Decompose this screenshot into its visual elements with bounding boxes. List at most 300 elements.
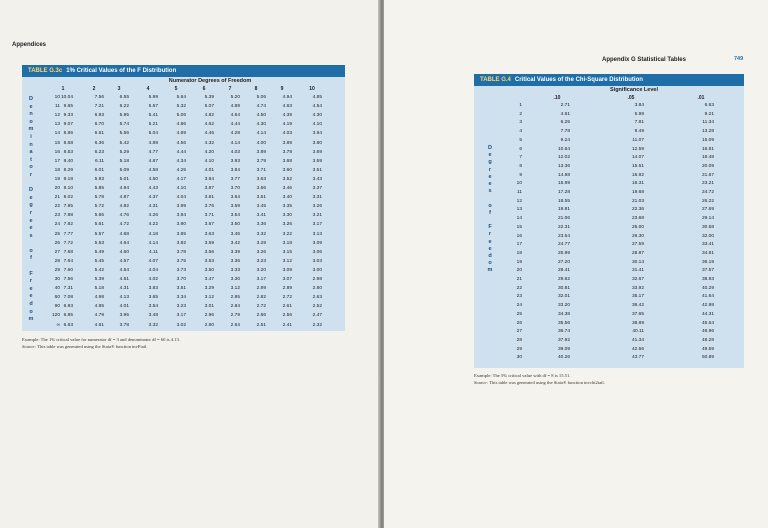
table-cell: 3.93 <box>230 158 240 164</box>
f-table-subheader: Numerator Degrees of Freedom <box>168 78 252 84</box>
table-cell: 4.34 <box>176 158 186 164</box>
axis-label-letter: D <box>29 96 33 102</box>
column-header: .05 <box>627 95 635 101</box>
table-cell: 49.59 <box>701 346 714 352</box>
table-cell: 8.10 <box>63 186 73 191</box>
row-df-label: 24 <box>516 303 522 309</box>
table-cell: 46.96 <box>701 329 714 335</box>
row-df-label: 26 <box>516 320 522 326</box>
table-cell: 5.99 <box>634 111 644 117</box>
row-df-label: 40 <box>54 286 60 292</box>
column-header: 3 <box>117 86 121 92</box>
table-cell: 5.49 <box>94 249 104 255</box>
table-cell: 4.14 <box>148 240 158 246</box>
table-cell: 29.62 <box>557 277 570 282</box>
row-df-label: 30 <box>54 277 60 282</box>
table-cell: 3.30 <box>230 277 240 282</box>
row-df-label: 1 <box>519 103 522 108</box>
row-df-label: 30 <box>516 355 522 361</box>
table-cell: 4.72 <box>119 222 129 228</box>
table-cell: 4.26 <box>148 213 158 219</box>
table-cell: 4.04 <box>148 267 158 273</box>
row-df-label: 17 <box>516 242 522 248</box>
row-df-label: 25 <box>54 231 60 237</box>
table-cell: 16.92 <box>631 172 644 178</box>
table-cell: 38.89 <box>631 320 644 326</box>
axis-label-letter: D <box>488 145 492 151</box>
table-cell: 4.94 <box>119 186 129 191</box>
table-cell: 15.09 <box>701 137 714 143</box>
table-cell: 3.20 <box>256 267 266 273</box>
column-header: 6 <box>202 86 206 92</box>
axis-label-letter: g <box>488 159 492 166</box>
table-cell: 24.72 <box>701 190 714 195</box>
table-g4-title <box>474 74 744 86</box>
f-row-axis-label <box>27 96 35 324</box>
row-df-label: 23 <box>516 294 522 300</box>
row-df-label: 60 <box>54 295 60 301</box>
table-cell: 4.03 <box>282 131 292 137</box>
row-df-label: 17 <box>54 158 60 164</box>
table-cell: 4.44 <box>176 149 186 155</box>
table-cell: 3.39 <box>230 249 240 255</box>
row-df-label: 5 <box>519 137 522 143</box>
table-cell: 27.59 <box>631 242 644 248</box>
table-cell: 39.09 <box>557 346 570 352</box>
table-cell: 3.48 <box>148 313 158 319</box>
table-cell: 4.82 <box>119 204 129 210</box>
table-cell: 5.20 <box>230 95 240 100</box>
table-cell: 4.51 <box>119 277 129 282</box>
table-cell: 3.36 <box>230 258 240 264</box>
table-cell: 8.18 <box>63 176 73 182</box>
table-cell: 4.74 <box>256 104 266 110</box>
row-df-label: 9 <box>519 172 522 178</box>
table-cell: 7.31 <box>63 286 73 292</box>
table-cell: 3.30 <box>282 213 292 219</box>
table-cell: 25.00 <box>631 224 644 230</box>
table-cell: 42.56 <box>631 346 644 352</box>
table-cell: 5.93 <box>94 176 104 182</box>
table-cell: 4.61 <box>560 111 570 117</box>
table-cell: 18.48 <box>701 155 714 161</box>
table-cell: 22.31 <box>557 224 570 230</box>
table-cell: 8.53 <box>63 149 73 155</box>
table-cell: 6.63 <box>63 322 73 328</box>
table-cell: 3.09 <box>282 267 292 273</box>
table-cell: 4.18 <box>148 231 158 237</box>
row-df-label: 10 <box>516 181 522 187</box>
table-cell: 5.18 <box>119 158 129 164</box>
table-cell: 4.37 <box>148 195 158 201</box>
table-cell: 32.67 <box>631 277 644 282</box>
table-cell: 3.41 <box>256 213 266 219</box>
row-df-label: 28 <box>54 258 60 264</box>
source-text: This table was generated using the Stata® function invchi2tail. <box>489 380 605 385</box>
table-cell: 4.54 <box>312 104 322 110</box>
table-cell: 3.17 <box>312 222 322 228</box>
table-cell: 50.89 <box>701 355 714 361</box>
row-df-label: 29 <box>54 267 60 273</box>
row-df-label: 14 <box>54 131 60 137</box>
row-df-label: 15 <box>516 224 522 230</box>
row-df-label: 11 <box>55 104 60 110</box>
table-cell: 3.75 <box>176 258 186 264</box>
row-df-label: 10 <box>54 95 60 100</box>
table-cell: 4.04 <box>176 195 186 201</box>
table-cell: 7.81 <box>634 120 644 126</box>
row-df-label: 90 <box>54 304 60 310</box>
table-cell: 37.92 <box>557 337 570 343</box>
table-cell: 3.63 <box>204 231 214 237</box>
table-cell: 2.66 <box>256 313 266 319</box>
row-df-label: ∞ <box>56 322 60 328</box>
table-cell: 4.25 <box>176 167 186 173</box>
table-cell: 3.89 <box>282 140 292 146</box>
axis-label-letter: e <box>488 245 492 252</box>
table-cell: 9.21 <box>704 111 714 117</box>
table-cell: 3.42 <box>230 240 240 246</box>
column-header: .10 <box>553 95 561 101</box>
table-cell: 3.29 <box>256 240 266 246</box>
table-cell: 36.19 <box>701 259 714 265</box>
table-cell: 3.73 <box>176 267 186 273</box>
table-cell: 3.00 <box>312 267 322 273</box>
table-cell: 9.65 <box>63 104 73 110</box>
table-cell: 3.34 <box>176 295 186 301</box>
table-cell: 3.26 <box>312 204 322 210</box>
table-cell: 4.54 <box>119 267 129 273</box>
table-cell: 5.56 <box>119 131 129 137</box>
table-cell: 3.95 <box>119 313 129 319</box>
table-cell: 4.57 <box>119 258 129 264</box>
table-cell: 7.68 <box>63 249 73 255</box>
table-cell: 14.68 <box>557 172 570 178</box>
table-cell: 35.56 <box>557 320 570 326</box>
table-cell: 42.98 <box>701 303 714 309</box>
table-cell: 3.84 <box>634 103 644 108</box>
table-cell: 5.45 <box>94 258 104 264</box>
table-cell: 4.39 <box>282 113 292 119</box>
table-cell: 4.02 <box>148 277 158 282</box>
table-cell: 9.07 <box>63 122 73 128</box>
table-cell: 3.01 <box>204 304 214 310</box>
source-text: This table was generated using the Stata® function invFtail. <box>37 344 148 349</box>
table-cell: 12.02 <box>557 155 570 161</box>
column-header: 1 <box>61 86 65 92</box>
table-cell: 5.66 <box>94 213 104 219</box>
row-df-label: 21 <box>54 195 60 201</box>
table-cell: 3.36 <box>256 222 266 228</box>
axis-label-letter <box>27 180 35 188</box>
table-cell: 3.90 <box>176 222 186 228</box>
table-cell: 7.21 <box>94 104 104 110</box>
table-cell: 8.02 <box>63 195 73 201</box>
table-cell: 4.01 <box>119 304 129 310</box>
axis-label-letter: F <box>488 224 492 231</box>
table-cell: 5.85 <box>94 186 104 191</box>
row-df-label: 26 <box>54 240 60 246</box>
table-cell: 4.50 <box>148 176 158 182</box>
table-cell: 3.69 <box>312 149 322 155</box>
axis-label-letter: D <box>29 187 33 194</box>
table-cell: 2.80 <box>312 286 322 292</box>
f-example-note: Example: The 1% critical value for numerator df = 3 and denominator df = 60 is 4.13. <box>22 337 180 342</box>
table-cell: 3.71 <box>204 213 214 219</box>
table-cell: 5.39 <box>204 95 214 100</box>
table-cell: 3.51 <box>256 195 266 201</box>
table-cell: 4.56 <box>176 140 186 146</box>
source-label: Source: <box>474 380 489 385</box>
axis-label-letter: r <box>29 278 33 285</box>
table-g3c-title <box>22 65 345 77</box>
table-cell: 9.49 <box>634 129 644 135</box>
table-cell: 3.51 <box>312 167 322 173</box>
table-cell: 5.57 <box>94 231 104 237</box>
table-cell: 3.47 <box>204 277 214 282</box>
table-cell: 3.12 <box>204 295 214 301</box>
table-cell: 7.78 <box>560 129 570 135</box>
table-cell: 4.77 <box>148 149 158 155</box>
table-cell: 3.85 <box>176 231 186 237</box>
table-cell: 5.72 <box>94 204 104 210</box>
table-cell: 3.40 <box>282 195 292 201</box>
table-cell: 4.94 <box>282 95 292 100</box>
table-cell: 3.99 <box>176 204 186 210</box>
table-title: Critical Values of the Chi-Square Distribution <box>514 77 643 83</box>
table-cell: 3.59 <box>312 158 322 164</box>
table-cell: 5.01 <box>119 176 129 182</box>
table-cell: 6.36 <box>94 140 104 146</box>
axis-label-letter: F <box>29 270 33 277</box>
table-cell: 5.04 <box>148 131 158 137</box>
table-cell: 3.26 <box>256 249 266 255</box>
table-cell: 31.41 <box>631 268 644 274</box>
axis-label-letter: r <box>29 171 33 178</box>
table-cell: 3.52 <box>282 176 292 182</box>
table-cell: 22.36 <box>631 207 644 213</box>
axis-label-letter: o <box>29 164 33 171</box>
axis-label-letter: m <box>28 126 34 133</box>
table-title: 1% Critical Values of the F Distribution <box>66 68 177 74</box>
table-cell: 3.78 <box>282 149 292 155</box>
table-cell: 9.33 <box>63 113 73 119</box>
table-cell: 3.71 <box>256 167 266 173</box>
table-cell: 4.03 <box>230 149 240 155</box>
row-df-label: 22 <box>54 204 60 210</box>
axis-label-letter <box>486 195 494 202</box>
axis-label-letter: m <box>487 267 493 274</box>
axis-label-letter <box>27 263 35 271</box>
page-number: 749 <box>734 56 744 62</box>
column-header: 9 <box>280 86 284 92</box>
table-cell: 3.50 <box>230 222 240 228</box>
table-cell: 3.31 <box>312 195 322 201</box>
table-cell: 28.87 <box>631 250 644 256</box>
table-cell: 6.51 <box>94 131 104 137</box>
table-cell: 7.82 <box>63 222 73 228</box>
table-cell: 6.63 <box>704 103 714 108</box>
table-cell: 4.64 <box>119 240 129 246</box>
table-cell: 4.85 <box>312 95 322 100</box>
table-cell: 13.28 <box>701 129 714 135</box>
table-cell: 3.51 <box>176 286 186 292</box>
table-cell: 4.20 <box>204 149 214 155</box>
table-cell: 2.47 <box>312 313 322 319</box>
table-cell: 2.41 <box>282 322 292 328</box>
table-cell: 5.99 <box>148 95 158 100</box>
table-cell: 5.78 <box>94 195 104 201</box>
row-df-label: 20 <box>516 268 522 274</box>
table-cell: 2.56 <box>282 313 292 319</box>
axis-label-letter: e <box>29 103 33 110</box>
axis-label-letter: f <box>30 255 32 262</box>
table-cell: 3.54 <box>230 213 240 219</box>
table-cell: 3.32 <box>256 231 266 237</box>
table-cell: 3.29 <box>204 286 214 292</box>
table-cell: 3.06 <box>312 249 322 255</box>
table-cell: 3.65 <box>148 295 158 301</box>
axis-label-letter: n <box>29 141 33 148</box>
row-df-label: 21 <box>516 277 522 282</box>
table-cell: 3.46 <box>230 231 240 237</box>
table-cell: 4.17 <box>176 176 186 182</box>
table-cell: 4.79 <box>94 313 104 319</box>
table-cell: 15.99 <box>557 181 570 187</box>
table-cell: 3.32 <box>148 322 158 328</box>
axis-label-letter <box>27 240 35 248</box>
table-cell: 6.85 <box>63 313 73 319</box>
table-cell: 44.31 <box>701 311 714 317</box>
column-header: 4 <box>146 86 150 92</box>
table-cell: 30.58 <box>701 224 714 230</box>
table-cell: 8.86 <box>63 131 73 137</box>
table-cell: 3.83 <box>148 286 158 292</box>
table-cell: 48.28 <box>701 337 714 343</box>
row-df-label: 19 <box>516 259 522 265</box>
table-cell: 8.68 <box>63 140 73 146</box>
table-cell: 3.22 <box>282 231 292 237</box>
table-cell: 3.09 <box>312 240 322 246</box>
table-cell: 32.00 <box>701 233 714 239</box>
row-df-label: 4 <box>519 129 522 135</box>
table-cell: 5.64 <box>176 95 186 100</box>
table-cell: 3.84 <box>230 167 240 173</box>
axis-label-letter: e <box>29 293 33 300</box>
table-cell: 35.17 <box>631 294 644 300</box>
table-cell: 21.67 <box>701 172 714 178</box>
table-cell: 2.84 <box>230 304 240 310</box>
table-cell: 3.56 <box>204 249 214 255</box>
axis-label-letter: e <box>29 217 33 224</box>
table-cell: 2.96 <box>204 313 214 319</box>
table-cell: 11.34 <box>702 120 714 126</box>
table-cell: 43.77 <box>631 355 644 361</box>
table-cell: 4.50 <box>256 113 266 119</box>
table-cell: 40.29 <box>701 285 714 291</box>
table-cell: 23.68 <box>631 216 644 222</box>
table-cell: 26.30 <box>631 233 644 239</box>
table-cell: 3.23 <box>176 304 186 310</box>
table-cell: 7.56 <box>94 95 104 100</box>
table-cell: 5.42 <box>119 140 129 146</box>
table-cell: 3.15 <box>282 249 292 255</box>
table-cell: 28.41 <box>557 268 570 274</box>
table-cell: 4.00 <box>256 140 266 146</box>
row-df-label: 8 <box>519 163 522 169</box>
table-cell: 21.03 <box>631 198 644 204</box>
table-cell: 3.33 <box>230 267 240 273</box>
table-cell: 40.26 <box>557 355 570 361</box>
table-cell: 30.81 <box>557 285 570 291</box>
row-df-label: 15 <box>54 140 60 146</box>
row-df-label: 12 <box>54 113 60 119</box>
axis-label-letter: e <box>29 225 33 232</box>
table-cell: 3.17 <box>176 313 186 319</box>
table-cell: 3.94 <box>312 131 322 137</box>
table-cell: 4.13 <box>119 295 129 301</box>
table-cell: 4.10 <box>312 122 322 128</box>
table-cell: 14.07 <box>631 155 644 161</box>
row-df-label: 24 <box>54 222 60 228</box>
table-cell: 2.82 <box>256 295 266 301</box>
table-cell: 4.76 <box>119 213 129 219</box>
chi-source-note <box>474 380 605 385</box>
axis-label-letter: e <box>488 152 492 159</box>
table-cell: 3.60 <box>282 167 292 173</box>
column-header: 5 <box>174 86 178 92</box>
table-cell: 4.43 <box>148 186 158 191</box>
table-cell: 5.53 <box>94 240 104 246</box>
table-cell: 5.39 <box>94 277 104 282</box>
table-cell: 3.35 <box>282 204 292 210</box>
chi-example-note: Example: The 5% critical value with df = 8 is 15.51. <box>474 373 571 378</box>
axis-label-letter: i <box>30 133 32 140</box>
axis-label-letter: r <box>488 231 492 238</box>
table-cell: 2.52 <box>312 304 322 310</box>
table-cell: 3.26 <box>282 222 292 228</box>
table-cell: 4.89 <box>148 140 158 146</box>
table-cell: 4.30 <box>312 113 322 119</box>
table-cell: 4.64 <box>230 113 240 119</box>
table-cell: 33.20 <box>557 303 570 309</box>
table-cell: 5.29 <box>119 149 129 155</box>
table-cell: 8.29 <box>63 167 73 173</box>
row-df-label: 16 <box>54 149 60 155</box>
table-cell: 3.94 <box>204 176 214 182</box>
table-cell: 3.03 <box>312 258 322 264</box>
row-df-label: 27 <box>516 329 522 335</box>
row-df-label: 7 <box>519 155 522 161</box>
table-cell: 4.63 <box>282 104 292 110</box>
table-cell: 5.95 <box>119 113 129 119</box>
table-cell: 3.17 <box>256 277 266 282</box>
table-cell: 9.24 <box>560 137 570 143</box>
table-cell: 7.95 <box>63 204 73 210</box>
table-cell: 4.07 <box>148 258 158 264</box>
table-cell: 4.98 <box>94 295 104 301</box>
table-cell: 4.89 <box>230 104 240 110</box>
table-cell: 3.46 <box>282 186 292 191</box>
table-cell: 3.77 <box>230 176 240 182</box>
table-cell: 3.12 <box>230 286 240 292</box>
table-cell: 5.67 <box>148 104 158 110</box>
table-cell: 7.08 <box>63 295 73 301</box>
table-cell: 3.02 <box>176 322 186 328</box>
table-cell: 24.77 <box>557 242 570 248</box>
table-cell: 17.28 <box>557 190 570 195</box>
axis-label-letter: r <box>29 209 33 216</box>
